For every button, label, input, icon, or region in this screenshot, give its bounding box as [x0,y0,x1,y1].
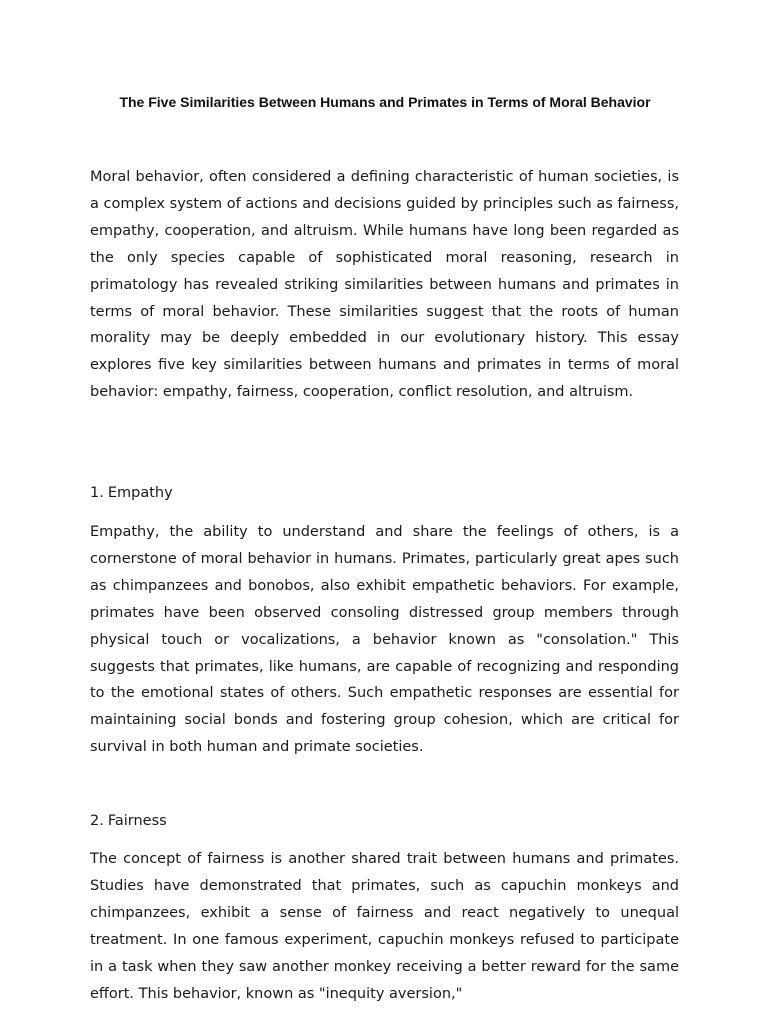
section-title: Empathy [107,485,173,501]
empathy-paragraph: Empathy, the ability to understand and share the feelings of others, is a cornerstone of moral behavior in humans. Primates, particularly great apes such as chimpanzees and bonobos, also exhibit empathetic behaviors. For example, primates have been observed consoling distressed group members through physical touch or vocalizations, a behavior known as "consolation." This suggests that primates, like humans, are capable of recognizing and responding to the emotional states of others. Such empathetic responses are essential for maintaining social bonds and fostering group cohesion, which are critical for survival in both human and primate societies. [90,524,679,756]
fairness-paragraph: The concept of fairness is another shared trait between humans and primates. Studies have demonstrated that primates, such as capuchin monkeys and chimpanzees, exhibit a sense of fairness and react negatively to unequal treatment. In one famous experiment, capuchin monkeys refused to participate in a task when they saw another monkey receiving a better reward for the same effort. This behavior, known as "inequity aversion," [90,851,679,1002]
section-title: Fairness [107,813,167,829]
intro-paragraph: Moral behavior, often considered a defining characteristic of human societies, is a complex system of actions and decisions guided by principles such as fairness, empathy, cooperation, and altruism. While humans have long been regarded as the only species capable of sophisticated moral reasoning, research in primatology has revealed striking similarities between humans and primates in terms of moral behavior. These similarities suggest that the roots of human morality may be deeply embedded in our evolutionary history. This essay explores five key similarities between humans and primates in terms of moral behavior: empathy, fairness, cooperation, conflict resolution, and altruism. [90,169,679,401]
document-title: The Five Similarities Between Humans and Primates in Terms of Moral Behavior [119,94,651,110]
section-heading-empathy [90,480,679,506]
section-number: 1. [90,485,104,501]
section-heading-fairness [90,808,679,834]
section-number: 2. [90,813,104,829]
